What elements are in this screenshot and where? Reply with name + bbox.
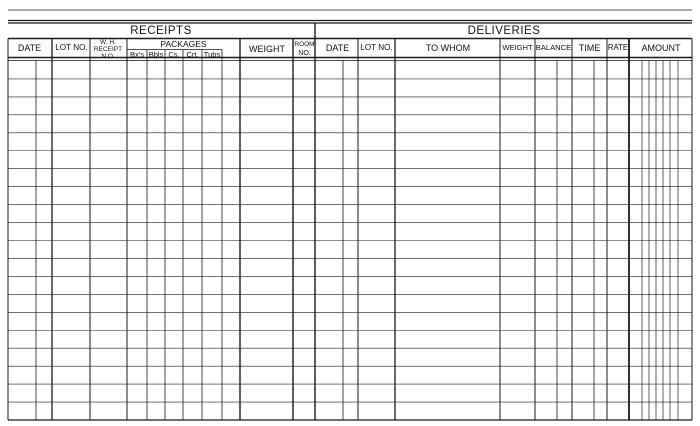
rate-header: RATE: [607, 43, 629, 52]
balance-header: BALANCE: [535, 43, 572, 52]
receipts-weight-header: WEIGHT: [249, 44, 285, 54]
wh-receipt-line2: RECEIPT: [93, 46, 123, 53]
receipts-title: RECEIPTS: [130, 25, 192, 37]
packages-boxes-header: Bx's: [130, 50, 144, 59]
room-no-line1: ROOM: [294, 41, 315, 48]
to-whom-header: TO WHOM: [425, 43, 471, 53]
amount-header: AMOUNT: [641, 43, 681, 53]
deliveries-date-header: DATE: [325, 43, 350, 53]
deliveries-weight-header: WEIGHT: [502, 43, 533, 52]
packages-header: PACKAGES: [160, 39, 207, 49]
packages-barrels-header: Bbls: [148, 50, 164, 59]
wh-receipt-line1: W. H.: [100, 39, 116, 46]
packages-tubs-header: Tubs: [203, 50, 221, 59]
packages-cases-header: Cs.: [168, 50, 180, 59]
ledger-columns: [8, 23, 692, 420]
time-header: TIME: [578, 43, 601, 53]
packages-crates-header: Crt.: [186, 50, 199, 59]
deliveries-lot-no-header: LOT NO.: [360, 43, 393, 52]
wh-receipt-line3: N O.: [101, 53, 115, 60]
deliveries-title: DELIVERIES: [467, 25, 541, 37]
ledger-frame: [8, 10, 692, 420]
ledger-rows: [8, 79, 692, 402]
room-no-line2: NO.: [298, 50, 311, 57]
receipts-lot-no-header: LOT NO.: [55, 43, 88, 52]
receipts-date-header: DATE: [17, 43, 42, 53]
